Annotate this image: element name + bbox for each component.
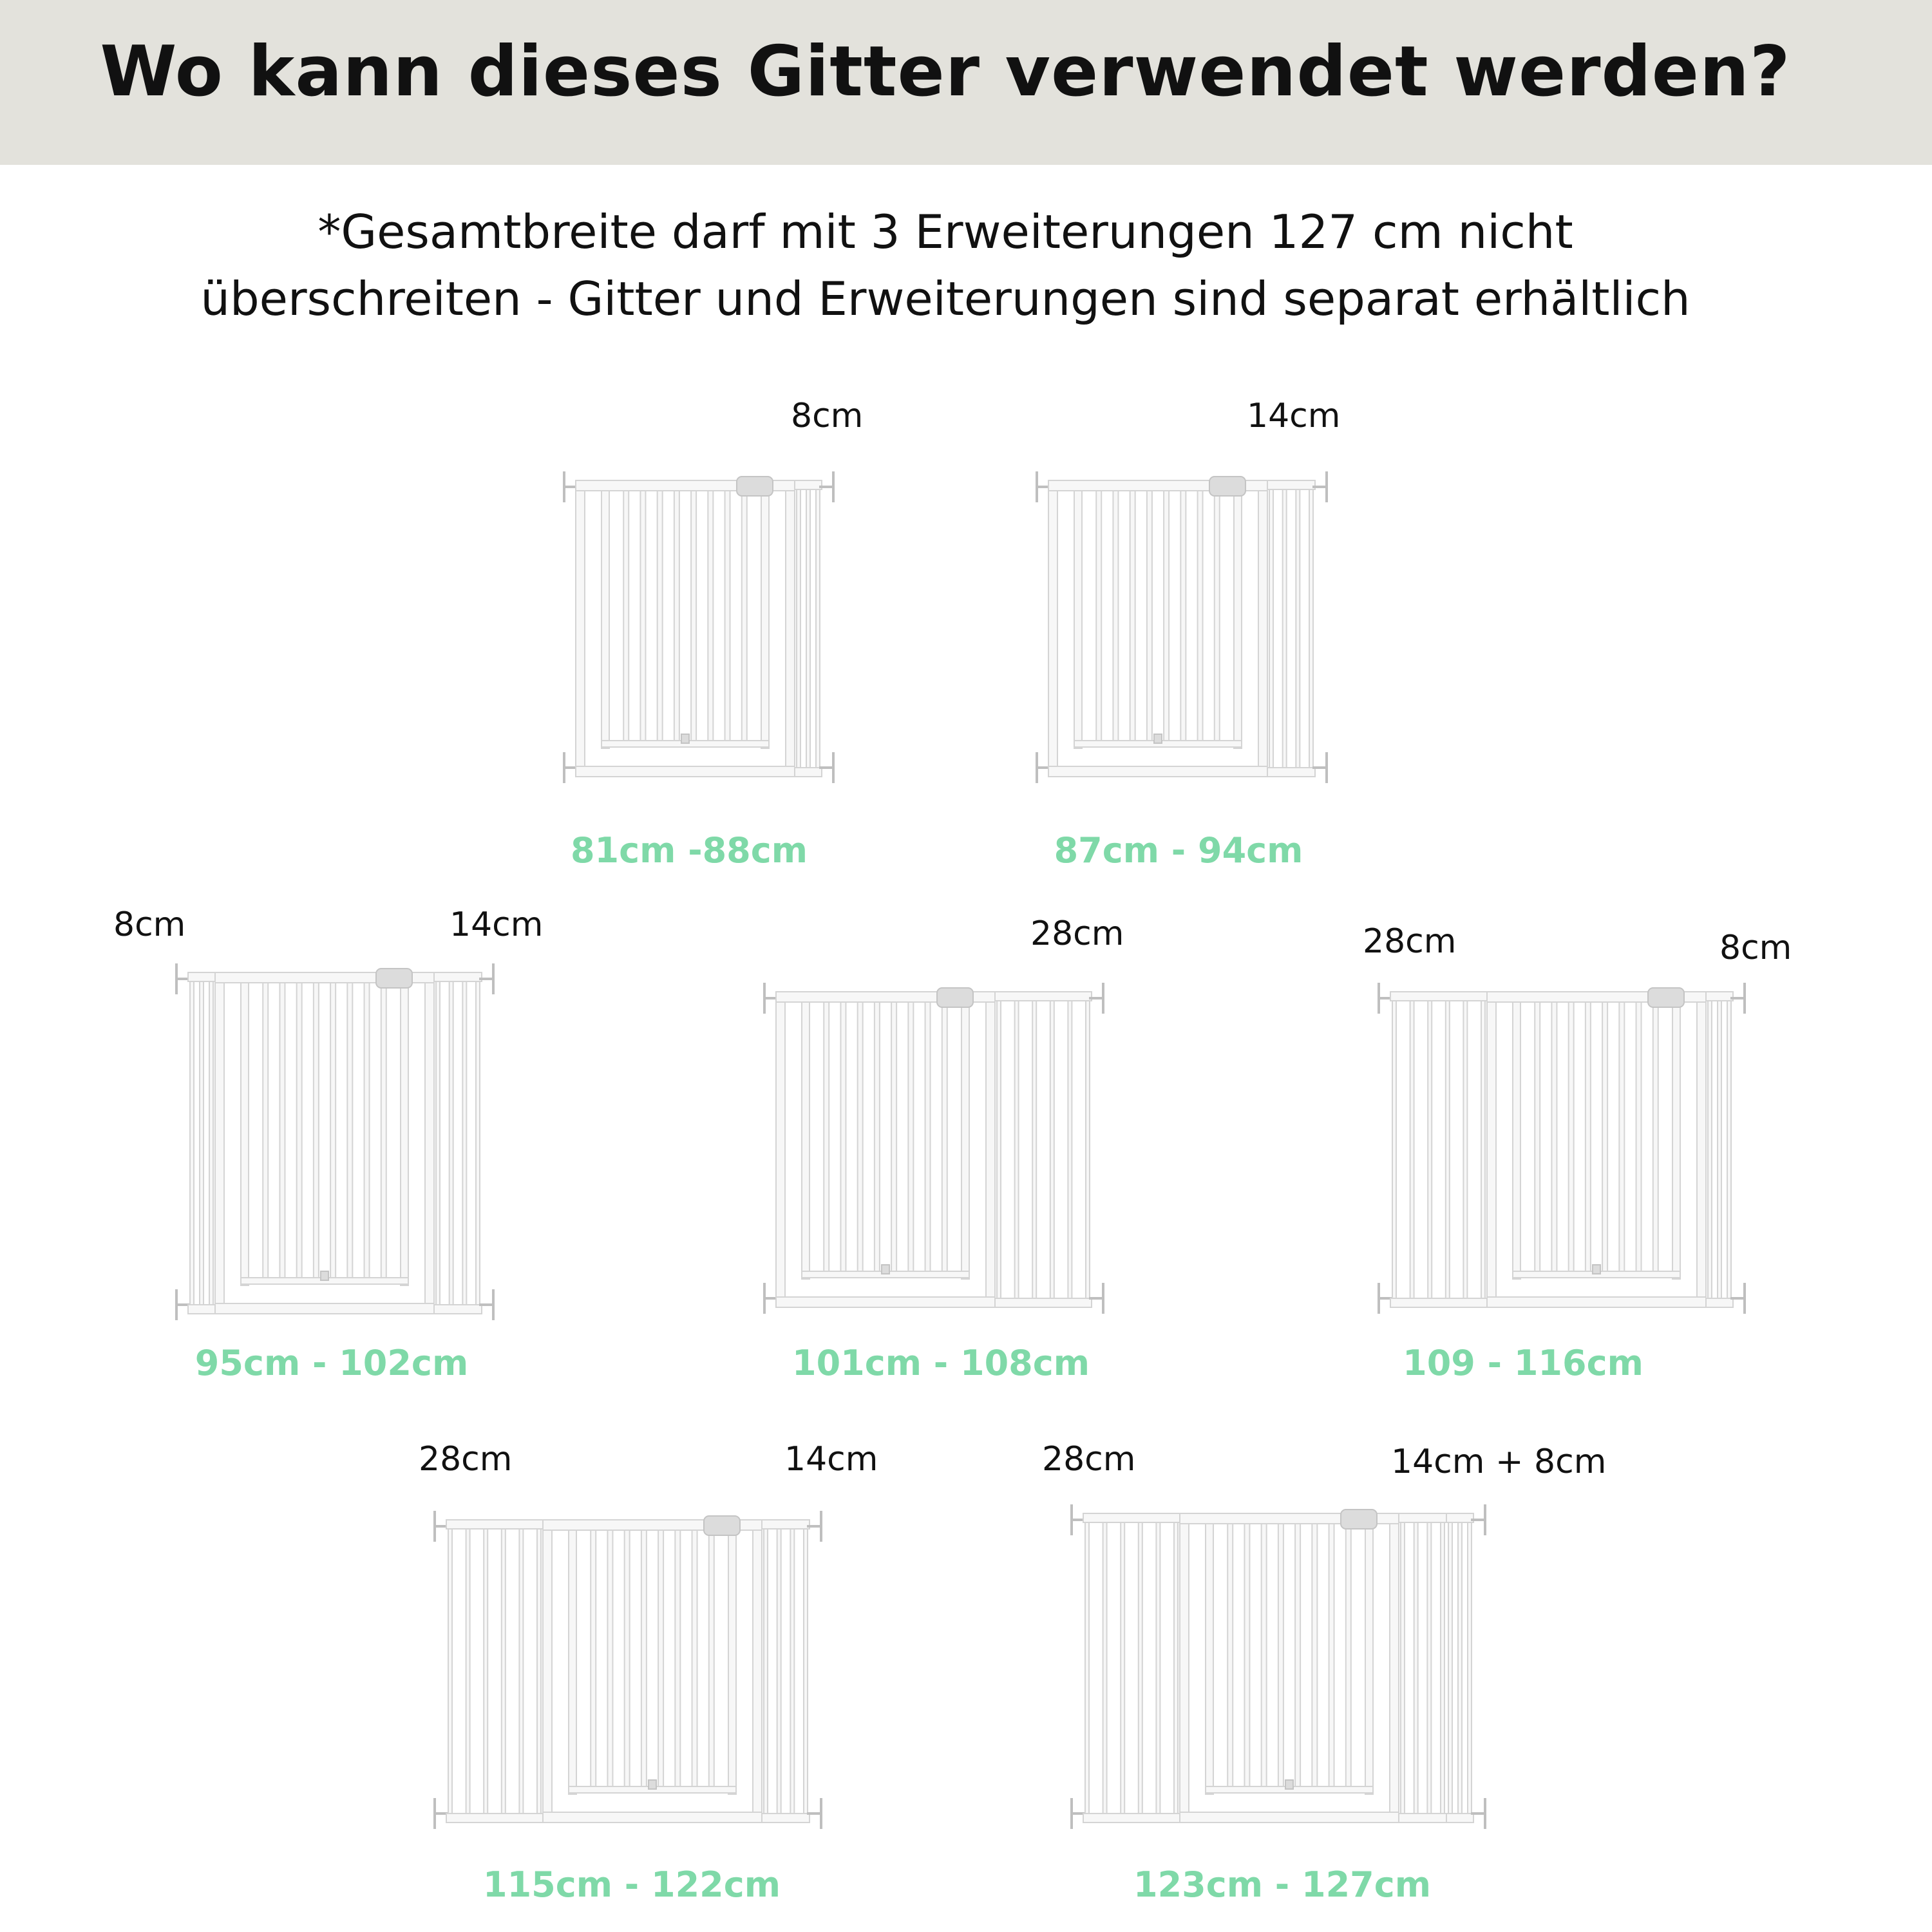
config-5-gate-illustration-gate-right-post (1697, 992, 1706, 1307)
config-4-width-range: 101cm - 108cm (792, 1343, 1090, 1383)
config-1-gate-illustration-extension-bar (797, 489, 800, 768)
config-5-gate-illustration-mount-top-right (1730, 983, 1745, 1014)
config-6-gate-illustration-extension-bar (764, 1529, 768, 1814)
config-5-gate-illustration-gate-door-bar (1551, 1002, 1557, 1271)
config-6-gate-illustration-extension-bar (790, 1529, 794, 1814)
config-3-gate-illustration-gate-bottom-rail (215, 1303, 434, 1314)
config-5-gate-illustration (1307, 966, 1816, 1327)
config-1-gate-illustration-extension-bottom-rail (795, 768, 822, 777)
config-7-gate-illustration-extension-bottom-rail (1399, 1814, 1446, 1823)
config-1-gate-illustration-gate-right-post (786, 480, 795, 777)
config-6-gate-illustration-gate-right-post (753, 1520, 762, 1823)
config-3-gate-illustration-gate-door-post (241, 983, 249, 1285)
config-3-gate-illustration-gate-door-bar (365, 983, 370, 1278)
config-7-gate-illustration-extension-bar (1448, 1522, 1452, 1814)
config-2-gate-illustration (985, 455, 1378, 796)
config-4-gate-illustration-gate-door-bar (942, 1002, 947, 1271)
config-7-gate-illustration-mount-bottom-right (1471, 1798, 1485, 1829)
config-1-gate-illustration-gate-door-post (601, 491, 609, 748)
config-1-extension-label: 8cm (791, 397, 864, 435)
config-3-width-range: 95cm - 102cm (194, 1343, 469, 1383)
config-5-gate-illustration-extension-bar (1708, 1001, 1712, 1298)
config-4-gate-illustration-gate-door-post (802, 1002, 810, 1279)
config-5-gate-illustration-extension-bar (1481, 1001, 1485, 1298)
config-5-gate-illustration-extension-bar (1718, 1001, 1721, 1298)
config-7-gate-illustration-extension-top-rail (1083, 1513, 1180, 1522)
config-7-gate-illustration-gate-latch (1341, 1510, 1377, 1529)
config-5-gate-illustration-mount-bottom-right (1730, 1283, 1745, 1314)
config-6-gate-illustration-extension-bar (777, 1529, 781, 1814)
config-6-gate-illustration-gate-door-post (728, 1530, 736, 1794)
config-7-gate-illustration-gate-door-bar (1262, 1524, 1267, 1786)
config-6-gate-illustration (374, 1494, 882, 1842)
config-2-gate-illustration-gate-latch (1209, 477, 1245, 496)
config-4-gate-illustration-mount-top-right (1089, 983, 1103, 1014)
config-5-gate-illustration-extension-top-rail (1706, 992, 1733, 1001)
config-2-gate-illustration-extension-bar (1269, 489, 1273, 768)
config-7-width-range: 123cm - 127cm (1133, 1864, 1432, 1905)
config-7-gate-illustration-extension-bar (1156, 1522, 1160, 1814)
config-4-gate-illustration-extension-bar (1068, 1001, 1072, 1298)
config-6-gate-illustration-extension-bar (484, 1529, 488, 1814)
config-7-gate-illustration-extension-bar (1174, 1522, 1178, 1814)
config-6-gate-illustration-gate-hinge (649, 1780, 656, 1789)
config-6-gate-illustration-gate-door-bar (692, 1530, 697, 1786)
config-7-gate-illustration (992, 1488, 1565, 1842)
subtitle-line-1: *Gesamtbreite darf mit 3 Erweiterungen 127 cm nicht (317, 205, 1573, 259)
config-1-gate-illustration-gate-door-bar (623, 491, 629, 741)
config-7-gate-illustration-extension-top-rail (1399, 1513, 1446, 1522)
config-2-gate-illustration-mount-bottom-right (1312, 752, 1327, 783)
config-5-gate-illustration-gate-hinge (1593, 1265, 1600, 1274)
config-6-gate-illustration-gate-door-post (569, 1530, 576, 1794)
config-2-gate-illustration-extension-bar (1309, 489, 1313, 768)
config-3-gate-illustration-extension-bar (209, 981, 213, 1305)
config-7-gate-illustration-extension-top-rail (1446, 1513, 1473, 1522)
config-4-gate-illustration-gate-latch (937, 988, 973, 1007)
config-3-gate-illustration-gate-right-post (425, 972, 434, 1314)
config-1-gate-illustration-gate-door-bar (742, 491, 747, 741)
config-7-gate-illustration-extension-bar (1427, 1522, 1431, 1814)
config-7-gate-illustration-extension-bottom-rail (1083, 1814, 1180, 1823)
config-1-gate-illustration-gate-hinge (681, 734, 689, 743)
config-3-gate-illustration-gate-door-bar (347, 983, 352, 1278)
config-3-gate-illustration-gate-door-bar (381, 983, 386, 1278)
config-4-gate-illustration-extension-bar (1032, 1001, 1036, 1298)
config-3-gate-illustration-gate-door-bar (297, 983, 302, 1278)
config-3-gate-illustration-extension-bottom-rail (434, 1305, 482, 1314)
config-4-gate-illustration-extension-bottom-rail (995, 1298, 1092, 1307)
config-4-gate-illustration (696, 966, 1172, 1327)
config-7-gate-illustration-extension-bar (1401, 1522, 1405, 1814)
config-7-gate-illustration-gate-right-post (1390, 1513, 1399, 1823)
config-5-gate-illustration-extension-bar (1727, 1001, 1731, 1298)
config-6-gate-illustration-mount-top-right (807, 1511, 821, 1542)
config-3-gate-illustration-extension-bar (476, 981, 480, 1305)
config-1-gate-illustration-mount-bottom-right (819, 752, 833, 783)
config-5-gate-illustration-extension-bar (1410, 1001, 1414, 1298)
config-4-gate-illustration-extension-top-rail (995, 992, 1092, 1001)
config-1-gate-illustration (509, 455, 889, 796)
config-7-gate-illustration-extension-bar (1414, 1522, 1418, 1814)
config-5-width-range: 109 - 116cm (1403, 1343, 1643, 1383)
config-1-gate-illustration-gate-bottom-rail (576, 766, 795, 777)
config-2-gate-illustration-gate-door-bar (1180, 491, 1186, 741)
config-5-gate-illustration-gate-door-bar (1569, 1002, 1574, 1271)
config-5-gate-illustration-gate-bottom-rail (1487, 1297, 1706, 1307)
config-2-extension-label: 14cm (1247, 397, 1341, 435)
config-2-gate-illustration-gate-door-bar (1164, 491, 1169, 741)
config-4-gate-illustration-gate-left-post (776, 992, 785, 1307)
config-4-extension-label: 28cm (1030, 914, 1124, 953)
config-5-gate-illustration-gate-door-post (1513, 1002, 1520, 1279)
config-7-right-extension-label: 14cm + 8cm (1391, 1443, 1607, 1481)
config-7-gate-illustration-gate-door-post (1365, 1524, 1373, 1794)
config-5-right-extension-label: 8cm (1719, 929, 1792, 967)
config-1-gate-illustration-gate-door-bar (691, 491, 696, 741)
config-2-gate-illustration-mount-top-right (1312, 471, 1327, 502)
config-5-gate-illustration-extension-bar (1446, 1001, 1450, 1298)
config-6-gate-illustration-gate-left-post (543, 1520, 552, 1823)
config-3-right-extension-label: 14cm (450, 905, 544, 944)
config-1-gate-illustration-gate-door-bar (708, 491, 713, 741)
config-6-gate-illustration-gate-door-bar (591, 1530, 596, 1786)
config-4-gate-illustration-extension-bar (1015, 1001, 1019, 1298)
config-1-gate-illustration-gate-door-post (761, 491, 769, 748)
config-5-gate-illustration-extension-top-rail (1390, 992, 1487, 1001)
config-5-gate-illustration-gate-door-bar (1535, 1002, 1540, 1271)
config-7-gate-illustration-mount-top-right (1471, 1504, 1485, 1535)
config-6-gate-illustration-extension-bottom-rail (762, 1814, 810, 1823)
config-4-gate-illustration-gate-door-bar (875, 1002, 880, 1271)
config-4-gate-illustration-gate-hinge (882, 1265, 889, 1274)
config-3-gate-illustration-gate-left-post (215, 972, 224, 1314)
config-7-gate-illustration-extension-bar (1458, 1522, 1462, 1814)
config-4-gate-illustration-gate-bottom-rail (776, 1297, 995, 1307)
config-2-gate-illustration-gate-left-post (1048, 480, 1057, 777)
config-2-gate-illustration-gate-bottom-rail (1048, 766, 1267, 777)
config-3-gate-illustration-gate-hinge (321, 1271, 328, 1280)
config-5-gate-illustration-gate-left-post (1487, 992, 1496, 1307)
config-6-gate-illustration-extension-bar (502, 1529, 506, 1814)
config-6-gate-illustration-extension-bar (466, 1529, 470, 1814)
config-2-gate-illustration-gate-door-bar (1113, 491, 1118, 741)
config-6-gate-illustration-gate-door-bar (675, 1530, 680, 1786)
config-7-gate-illustration-gate-hinge (1285, 1780, 1293, 1789)
config-3-gate-illustration-gate-latch (376, 969, 412, 988)
config-2-gate-illustration-gate-door-bar (1147, 491, 1152, 741)
config-6-gate-illustration-gate-door-bar (625, 1530, 630, 1786)
config-6-gate-illustration-mount-bottom-right (807, 1798, 821, 1829)
config-7-gate-illustration-gate-left-post (1180, 1513, 1189, 1823)
config-5-left-extension-label: 28cm (1363, 922, 1457, 961)
config-1-gate-illustration-gate-left-post (576, 480, 585, 777)
config-2-gate-illustration-gate-door-bar (1096, 491, 1101, 741)
config-7-gate-illustration-gate-door-bar (1295, 1524, 1300, 1786)
config-7-gate-illustration-extension-bar (1441, 1522, 1444, 1814)
config-1-gate-illustration-gate-latch (737, 477, 773, 496)
config-4-gate-illustration-extension-bar (1050, 1001, 1054, 1298)
config-6-gate-illustration-extension-bar (537, 1529, 541, 1814)
config-5-gate-illustration-gate-door-bar (1619, 1002, 1624, 1271)
config-3-gate-illustration-extension-bar (462, 981, 466, 1305)
config-3-gate-illustration-extension-bar (436, 981, 440, 1305)
config-6-gate-illustration-extension-bottom-rail (446, 1814, 543, 1823)
config-6-gate-illustration-extension-top-rail (762, 1520, 810, 1529)
config-7-gate-illustration-gate-door-bar (1312, 1524, 1317, 1786)
config-4-gate-illustration-gate-right-post (986, 992, 995, 1307)
config-6-gate-illustration-extension-bar (804, 1529, 808, 1814)
config-3-gate-illustration-extension-bar (450, 981, 453, 1305)
config-6-gate-illustration-gate-latch (704, 1516, 740, 1535)
config-5-gate-illustration-extension-bar (1463, 1001, 1467, 1298)
config-4-gate-illustration-gate-door-bar (891, 1002, 896, 1271)
config-5-gate-illustration-extension-bottom-rail (1390, 1298, 1487, 1307)
config-3-gate-illustration-gate-door-bar (263, 983, 268, 1278)
config-4-gate-illustration-gate-door-bar (925, 1002, 931, 1271)
config-7-gate-illustration-extension-bar (1103, 1522, 1107, 1814)
config-2-gate-illustration-gate-right-post (1258, 480, 1267, 777)
config-6-gate-illustration-extension-top-rail (446, 1520, 543, 1529)
config-1-gate-illustration-extension-top-rail (795, 480, 822, 489)
config-5-gate-illustration-gate-door-bar (1586, 1002, 1591, 1271)
config-2-gate-illustration-extension-bar (1283, 489, 1287, 768)
config-6-left-extension-label: 28cm (419, 1440, 513, 1479)
config-3-gate-illustration-gate-door-bar (330, 983, 336, 1278)
subtitle-line-2: überschreiten - Gitter und Erweiterungen sind separat erhältlich (200, 272, 1690, 326)
config-5-gate-illustration-gate-door-bar (1636, 1002, 1642, 1271)
config-6-gate-illustration-extension-bar (519, 1529, 523, 1814)
config-3-gate-illustration-extension-bottom-rail (188, 1305, 215, 1314)
config-5-gate-illustration-extension-bar (1428, 1001, 1432, 1298)
config-7-gate-illustration-gate-door-bar (1227, 1524, 1233, 1786)
config-7-gate-illustration-gate-bottom-rail (1180, 1812, 1399, 1823)
config-7-gate-illustration-extension-bar (1085, 1522, 1089, 1814)
config-6-gate-illustration-gate-door-bar (641, 1530, 647, 1786)
config-6-gate-illustration-gate-bottom-rail (543, 1812, 762, 1823)
config-3-gate-illustration-extension-top-rail (188, 972, 215, 981)
config-2-width-range: 87cm - 94cm (1054, 830, 1303, 871)
config-3-gate-illustration-gate-door-bar (279, 983, 285, 1278)
config-4-gate-illustration-gate-door-bar (858, 1002, 863, 1271)
config-3-gate-illustration-gate-door-bar (314, 983, 319, 1278)
config-5-gate-illustration-extension-bottom-rail (1706, 1298, 1733, 1307)
config-6-gate-illustration-extension-bar (448, 1529, 452, 1814)
config-6-width-range: 115cm - 122cm (483, 1864, 781, 1905)
config-1-gate-illustration-gate-door-bar (640, 491, 645, 741)
config-4-gate-illustration-mount-bottom-right (1089, 1283, 1103, 1314)
config-1-gate-illustration-extension-bar (816, 489, 820, 768)
config-6-gate-illustration-gate-door-bar (607, 1530, 612, 1786)
page-title: Wo kann dieses Gitter verwendet werden? (100, 32, 1791, 112)
config-3-gate-illustration-extension-bar (190, 981, 194, 1305)
config-2-gate-illustration-gate-hinge (1154, 734, 1162, 743)
config-5-gate-illustration-gate-door-bar (1602, 1002, 1607, 1271)
config-5-gate-illustration-gate-door-post (1672, 1002, 1680, 1279)
config-4-gate-illustration-gate-door-bar (840, 1002, 846, 1271)
config-1-gate-illustration-mount-top-right (819, 471, 833, 502)
config-3-gate-illustration-mount-bottom-right (479, 1289, 493, 1320)
config-7-left-extension-label: 28cm (1042, 1440, 1136, 1479)
config-1-gate-illustration-gate-door-bar (725, 491, 730, 741)
config-2-gate-illustration-gate-door-post (1234, 491, 1242, 748)
config-6-gate-illustration-gate-door-bar (658, 1530, 663, 1786)
config-7-gate-illustration-gate-door-bar (1244, 1524, 1249, 1786)
config-4-gate-illustration-extension-bar (1086, 1001, 1090, 1298)
config-2-gate-illustration-extension-bottom-rail (1267, 768, 1315, 777)
config-4-gate-illustration-gate-door-bar (908, 1002, 913, 1271)
config-5-gate-illustration-gate-latch (1648, 988, 1684, 1007)
config-3-gate-illustration-extension-bar (200, 981, 204, 1305)
config-3-gate-illustration-extension-top-rail (434, 972, 482, 981)
config-7-gate-illustration-extension-bar (1139, 1522, 1142, 1814)
config-3-gate-illustration-gate-door-post (401, 983, 408, 1285)
config-3-gate-illustration (90, 947, 580, 1333)
config-7-gate-illustration-gate-door-bar (1346, 1524, 1351, 1786)
config-6-gate-illustration-gate-door-bar (709, 1530, 714, 1786)
config-6-right-extension-label: 14cm (784, 1440, 878, 1479)
config-2-gate-illustration-gate-door-post (1074, 491, 1082, 748)
config-5-gate-illustration-gate-door-bar (1653, 1002, 1658, 1271)
config-4-gate-illustration-extension-bar (997, 1001, 1001, 1298)
config-2-gate-illustration-extension-bar (1296, 489, 1300, 768)
config-1-gate-illustration-gate-door-bar (658, 491, 663, 741)
config-2-gate-illustration-gate-door-bar (1198, 491, 1203, 741)
config-3-gate-illustration-mount-top-right (479, 963, 493, 994)
config-1-width-range: 81cm -88cm (570, 830, 808, 871)
config-2-gate-illustration-extension-top-rail (1267, 480, 1315, 489)
config-2-gate-illustration-gate-door-bar (1130, 491, 1135, 741)
config-7-gate-illustration-gate-door-bar (1329, 1524, 1334, 1786)
config-7-gate-illustration-extension-bar (1121, 1522, 1124, 1814)
config-7-gate-illustration-gate-door-bar (1278, 1524, 1283, 1786)
config-7-gate-illustration-gate-door-post (1206, 1524, 1213, 1794)
config-5-gate-illustration-extension-bar (1392, 1001, 1396, 1298)
config-4-gate-illustration-gate-door-post (961, 1002, 969, 1279)
config-7-gate-illustration-extension-bottom-rail (1446, 1814, 1473, 1823)
config-7-gate-illustration-extension-bar (1468, 1522, 1472, 1814)
config-1-gate-illustration-gate-door-bar (674, 491, 679, 741)
config-2-gate-illustration-gate-door-bar (1215, 491, 1220, 741)
config-4-gate-illustration-gate-door-bar (824, 1002, 829, 1271)
config-3-left-extension-label: 8cm (113, 905, 186, 944)
config-1-gate-illustration-extension-bar (806, 489, 810, 768)
